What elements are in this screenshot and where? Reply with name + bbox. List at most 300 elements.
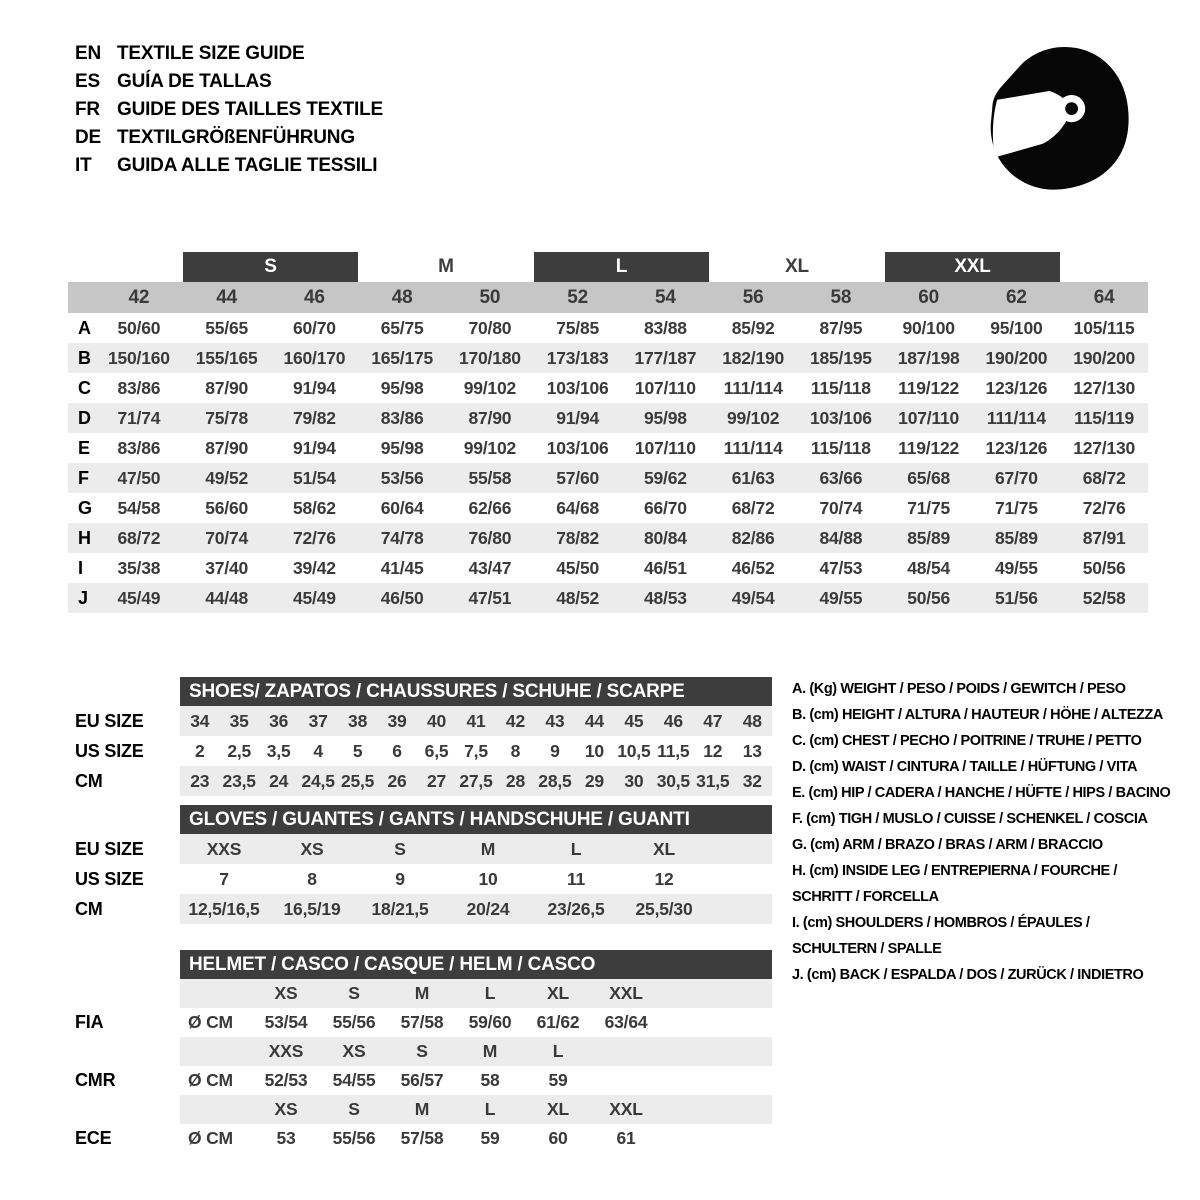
measurement-cell: 119/122 [898, 377, 960, 398]
spacer [75, 979, 175, 1008]
table-row [180, 1008, 772, 1037]
measurement-cell: 177/187 [634, 347, 697, 368]
measurement-cell: 91/94 [556, 407, 600, 428]
size-cell: 2,5 [227, 740, 252, 761]
measurement-cell: 127/130 [1073, 437, 1136, 458]
measurement-cell: 160/170 [283, 347, 346, 368]
size-band-label: M [438, 256, 454, 277]
size-cell: XS [342, 1041, 366, 1061]
size-cell: 13 [742, 740, 762, 761]
legend-item: B. (cm) HEIGHT / ALTURA / HAUTEUR / HÖHE / ALTEZZA [792, 707, 1163, 723]
measurement-cell: 57/60 [556, 467, 600, 488]
row-letter: H [78, 527, 91, 548]
size-cell: 35 [229, 710, 249, 731]
size-cell: 4 [313, 740, 323, 761]
size-cell: 18/21,5 [371, 898, 429, 919]
measurement-cell: 53 [276, 1128, 296, 1148]
size-cell: M [414, 1099, 430, 1119]
size-cell: M [482, 1041, 498, 1061]
unit-cell: Ø CM [188, 1128, 233, 1148]
measurement-cell: 52/58 [1082, 587, 1126, 608]
measurement-cell: 51/56 [994, 587, 1038, 608]
spacer [75, 1095, 175, 1124]
size-cell: 37 [308, 710, 328, 731]
measurement-cell: 83/88 [643, 317, 687, 338]
measurement-cell: 49/55 [994, 557, 1038, 578]
language-code: FR [75, 99, 100, 120]
measurement-cell: 95/98 [380, 377, 424, 398]
measurement-cell: 70/80 [468, 317, 512, 338]
measurement-cell: 60/64 [380, 497, 424, 518]
measurement-cell: 55/58 [468, 467, 512, 488]
table-row [180, 864, 772, 894]
measurement-cell: 111/114 [723, 437, 783, 458]
size-cell: 12 [654, 868, 674, 889]
measurement-cell: 56/57 [400, 1070, 444, 1090]
measurement-cell: 123/126 [985, 437, 1048, 458]
measurement-cell: 83/86 [380, 407, 424, 428]
measurement-cell: 99/102 [463, 437, 517, 458]
table-row [180, 706, 772, 736]
gloves-size-table [180, 834, 772, 924]
size-cell: 24,5 [301, 770, 335, 791]
measurement-cell: 75/85 [556, 317, 600, 338]
size-cell: 30,5 [656, 770, 690, 791]
measurement-cell: 62/66 [468, 497, 512, 518]
measurement-cell: 59 [548, 1070, 568, 1090]
table-row [180, 1066, 772, 1095]
size-cell: 46 [663, 710, 683, 731]
measurement-cell: 99/102 [463, 377, 517, 398]
measurement-cell: 48/52 [556, 587, 600, 608]
row-letter: E [78, 437, 90, 458]
legend-item: F. (cm) TIGH / MUSLO / CUISSE / SCHENKEL / COSCIA [792, 811, 1148, 827]
language-code: IT [75, 155, 92, 176]
table-row [68, 493, 1148, 523]
measurement-cell: 46/51 [643, 557, 687, 578]
racing-helmet-icon [978, 38, 1138, 200]
size-cell: S [394, 838, 406, 859]
measurement-cell: 68/72 [117, 527, 161, 548]
measurement-cell: 59/62 [643, 467, 687, 488]
table-row [68, 343, 1148, 373]
size-cell: L [484, 983, 496, 1003]
measurement-cell: 48/53 [643, 587, 687, 608]
measurement-cell: 76/80 [468, 527, 512, 548]
size-cell: 44 [584, 710, 604, 731]
measurement-cell: 65/75 [380, 317, 424, 338]
size-cell: 3,5 [266, 740, 291, 761]
measurement-cell: 72/76 [1082, 497, 1126, 518]
standard-label: CMR [75, 1070, 116, 1090]
size-cell: 45 [624, 710, 644, 731]
table-row [180, 1095, 772, 1124]
measurement-cell: 87/91 [1082, 527, 1126, 548]
table-row [180, 736, 772, 766]
measurement-cell: 45/49 [117, 587, 161, 608]
measurement-cell: 185/195 [809, 347, 872, 368]
measurement-cell: 123/126 [985, 377, 1048, 398]
measurement-cell: 119/122 [898, 437, 960, 458]
measurement-cell: 49/52 [205, 467, 249, 488]
measurement-cell: 85/89 [907, 527, 951, 548]
size-cell: 8 [307, 868, 317, 889]
size-cell: XS [300, 838, 324, 859]
column-header-cell: 60 [918, 286, 939, 308]
language-title [75, 152, 383, 180]
size-cell: S [348, 983, 360, 1003]
legend-item: E. (cm) HIP / CADERA / HANCHE / HÜFTE / HIPS / BACINO [792, 785, 1171, 801]
size-cell: 2 [194, 740, 205, 761]
measurement-cell: 127/130 [1073, 377, 1136, 398]
gloves-row-labels [75, 834, 175, 924]
measurement-cell: 87/90 [205, 377, 249, 398]
table-row [180, 979, 772, 1008]
column-header-cell: 48 [391, 286, 413, 308]
shoes-row-labels [75, 706, 175, 796]
measurement-cell: 150/160 [107, 347, 170, 368]
size-cell: 7 [219, 868, 229, 889]
language-text: TEXTILE SIZE GUIDE [117, 43, 305, 64]
measurement-cell: 57/58 [400, 1128, 444, 1148]
measurement-cell: 71/74 [117, 407, 161, 428]
measurement-cell: 91/94 [292, 437, 336, 458]
size-cell: M [414, 983, 430, 1003]
measurement-cell: 82/86 [731, 527, 775, 548]
size-band-label: XXL [885, 252, 1061, 282]
measurement-cell: 190/200 [1073, 347, 1136, 368]
table-row [68, 403, 1148, 433]
measurement-cell: 53/54 [264, 1012, 308, 1032]
size-cell: 26 [387, 770, 407, 791]
measurement-cell: 47/50 [117, 467, 161, 488]
measurement-cell: 63/66 [819, 467, 863, 488]
measurement-cell: 90/100 [902, 317, 955, 338]
language-title [75, 68, 383, 96]
measurement-cell: 70/74 [205, 527, 249, 548]
measurement-cell: 165/175 [371, 347, 434, 368]
measurement-cell: 115/118 [810, 377, 871, 398]
column-header-cell: 62 [1006, 286, 1027, 308]
size-cell: 11,5 [657, 740, 690, 761]
column-header-cell: 54 [655, 286, 676, 308]
size-cell: S [416, 1041, 428, 1061]
table-row [68, 583, 1148, 613]
measurement-cell: 115/119 [1074, 407, 1135, 428]
size-cell: 30 [624, 770, 644, 791]
size-cell: 10 [478, 868, 498, 889]
legend-item: I. (cm) SHOULDERS / HOMBROS / ÉPAULES / SCHULTERN / SPALLE [792, 915, 1090, 957]
measurement-cell: 49/54 [731, 587, 775, 608]
measurement-cell: 45/49 [292, 587, 336, 608]
measurement-cell: 39/42 [292, 557, 336, 578]
legend-item: D. (cm) WAIST / CINTURA / TAILLE / HÜFTUNG / VITA [792, 759, 1138, 775]
measurement-cell: 71/75 [994, 497, 1038, 518]
language-title [75, 96, 383, 124]
measurement-cell: 67/70 [994, 467, 1038, 488]
size-band-label: L [534, 252, 710, 282]
row-letter: G [78, 497, 92, 518]
language-code: EN [75, 43, 101, 64]
language-title [75, 40, 383, 68]
table-row [68, 523, 1148, 553]
measurement-cell: 55/56 [332, 1012, 376, 1032]
size-cell: XXL [609, 983, 643, 1003]
legend-item: G. (cm) ARM / BRAZO / BRAS / ARM / BRACCIO [792, 837, 1103, 853]
measurement-cell: 65/68 [907, 467, 951, 488]
size-cell: 48 [742, 710, 762, 731]
table-row [180, 894, 772, 924]
measurement-cell: 85/92 [731, 317, 775, 338]
measurement-cell: 60 [548, 1128, 568, 1148]
size-cell: XL [547, 983, 569, 1003]
size-cell: 20/24 [466, 898, 510, 919]
measurement-cell: 103/106 [546, 437, 609, 458]
size-cell: 34 [190, 710, 210, 731]
language-code: DE [75, 127, 101, 148]
size-cell: 28 [505, 770, 525, 791]
measurement-cell: 54/58 [117, 497, 161, 518]
measurement-cell: 53/56 [380, 467, 424, 488]
column-header-cell: 64 [1093, 286, 1115, 308]
language-title-list [75, 40, 383, 180]
standard-label: ECE [75, 1128, 112, 1148]
measurement-cell: 55/56 [332, 1128, 376, 1148]
helmet-standard-labels [75, 979, 175, 1153]
measurement-cell: 44/48 [205, 587, 249, 608]
measurement-cell: 56/60 [205, 497, 249, 518]
size-cell: XS [274, 983, 298, 1003]
column-header-cell: 56 [742, 286, 764, 308]
measurement-cell: 190/200 [985, 347, 1048, 368]
measurement-cell: 43/47 [468, 557, 512, 578]
measurement-cell: 61/63 [731, 467, 775, 488]
size-cell: 29 [584, 770, 604, 791]
measurement-cell: 115/118 [810, 437, 871, 458]
measurement-cell: 107/110 [634, 377, 696, 398]
measurement-cell: 51/54 [292, 467, 336, 488]
measurement-cell: 54/55 [332, 1070, 376, 1090]
size-cell: 42 [505, 710, 525, 731]
table-row [68, 373, 1148, 403]
measurement-cell: 71/75 [907, 497, 951, 518]
size-cell: XL [653, 838, 675, 859]
measurement-legend [792, 676, 1172, 988]
row-letter: D [78, 407, 91, 428]
shoes-section-header: SHOES/ ZAPATOS / CHAUSSURES / SCHUHE / SCARPE [180, 677, 772, 706]
language-text: GUÍA DE TALLAS [117, 71, 272, 92]
measurement-cell: 48/54 [907, 557, 951, 578]
row-label: CM [75, 771, 103, 791]
size-cell: 28,5 [538, 770, 572, 791]
size-cell: XXS [268, 1041, 304, 1061]
size-cell: 12,5/16,5 [188, 898, 260, 919]
measurement-cell: 95/100 [990, 317, 1043, 338]
row-letter: I [78, 557, 83, 578]
language-text: GUIDE DES TAILLES TEXTILE [117, 99, 383, 120]
measurement-cell: 75/78 [205, 407, 249, 428]
textile-size-band [68, 252, 1148, 282]
measurement-cell: 155/165 [195, 347, 258, 368]
table-row [68, 433, 1148, 463]
measurement-cell: 107/110 [634, 437, 696, 458]
size-cell: 32 [742, 770, 762, 791]
size-band-label: XL [785, 256, 809, 277]
measurement-cell: 105/115 [1073, 317, 1135, 338]
size-cell: 38 [348, 710, 368, 731]
measurement-cell: 74/78 [380, 527, 424, 548]
size-cell: L [552, 1041, 564, 1061]
size-cell: XS [274, 1099, 298, 1119]
column-header-cell: 46 [304, 286, 325, 308]
size-cell: 23/26,5 [547, 898, 605, 919]
visor-pivot-inner [1065, 102, 1078, 115]
column-header-cell: 58 [830, 286, 852, 308]
measurement-cell: 58 [480, 1070, 500, 1090]
table-row [68, 553, 1148, 583]
legend-item: A. (Kg) WEIGHT / PESO / POIDS / GEWITCH / PESO [792, 681, 1126, 697]
measurement-cell: 87/95 [819, 317, 863, 338]
size-cell: 43 [545, 710, 565, 731]
measurement-cell: 37/40 [205, 557, 249, 578]
helmet-size-table [180, 979, 772, 1153]
textile-measurement-rows [68, 313, 1148, 613]
size-cell: XXS [206, 838, 242, 859]
measurement-cell: 41/45 [380, 557, 424, 578]
table-row [180, 766, 772, 796]
measurement-cell: 57/58 [400, 1012, 444, 1032]
measurement-cell: 58/62 [292, 497, 336, 518]
measurement-cell: 61 [616, 1128, 636, 1148]
measurement-cell: 103/106 [809, 407, 872, 428]
measurement-cell: 91/94 [292, 377, 336, 398]
measurement-cell: 49/55 [819, 587, 863, 608]
shoes-size-table [180, 706, 772, 796]
measurement-cell: 80/84 [643, 527, 687, 548]
gloves-section-header: GLOVES / GUANTES / GANTS / HANDSCHUHE / GUANTI [180, 805, 772, 834]
unit-cell: Ø CM [188, 1070, 233, 1090]
measurement-cell: 70/74 [819, 497, 863, 518]
size-cell: 8 [510, 740, 521, 761]
size-cell: 11 [566, 868, 586, 889]
measurement-cell: 83/86 [117, 377, 161, 398]
standard-label: FIA [75, 1012, 104, 1032]
size-band-label: S [183, 252, 359, 282]
measurement-cell: 35/38 [117, 557, 161, 578]
row-label: CM [75, 899, 103, 919]
measurement-cell: 78/82 [556, 527, 600, 548]
size-cell: 9 [550, 740, 560, 761]
size-cell: 23,5 [222, 770, 256, 791]
size-cell: 41 [466, 710, 486, 731]
measurement-cell: 47/51 [468, 587, 512, 608]
measurement-cell: 61/62 [536, 1012, 580, 1032]
size-cell: 27,5 [459, 770, 493, 791]
measurement-cell: 68/72 [1082, 467, 1126, 488]
measurement-cell: 50/56 [907, 587, 951, 608]
measurement-cell: 170/180 [458, 347, 521, 368]
size-cell: L [484, 1099, 496, 1119]
measurement-cell: 111/114 [723, 377, 783, 398]
size-cell: 25,5 [340, 770, 375, 791]
measurement-cell: 46/52 [731, 557, 775, 578]
size-cell: 36 [269, 710, 289, 731]
measurement-cell: 95/98 [380, 437, 424, 458]
row-label: US SIZE [75, 741, 144, 761]
measurement-cell: 60/70 [292, 317, 336, 338]
measurement-cell: 85/89 [994, 527, 1038, 548]
legend-item: H. (cm) INSIDE LEG / ENTREPIERNA / FOURCHE / SCHRITT / FORCELLA [792, 863, 1118, 905]
measurement-cell: 103/106 [546, 377, 609, 398]
measurement-cell: 64/68 [556, 497, 600, 518]
spacer [75, 1037, 175, 1066]
language-text: TEXTILGRÖßENFÜHRUNG [117, 127, 355, 148]
legend-item: C. (cm) CHEST / PECHO / POITRINE / TRUHE / PETTO [792, 733, 1142, 749]
size-cell: S [348, 1099, 360, 1119]
measurement-cell: 50/60 [117, 317, 161, 338]
measurement-cell: 59 [480, 1128, 500, 1148]
row-label: US SIZE [75, 869, 144, 889]
column-header-cell: 52 [567, 286, 588, 308]
column-header-cell: 50 [479, 286, 501, 308]
size-cell: L [570, 838, 582, 859]
size-cell: 40 [426, 710, 447, 731]
row-label: EU SIZE [75, 839, 144, 859]
table-row [68, 463, 1148, 493]
size-cell: 25,5/30 [635, 898, 693, 919]
measurement-cell: 55/65 [205, 317, 249, 338]
measurement-cell: 66/70 [643, 497, 687, 518]
size-cell: 31,5 [696, 770, 730, 791]
measurement-cell: 52/53 [264, 1070, 308, 1090]
row-letter: A [78, 317, 91, 338]
size-cell: 23 [190, 770, 210, 791]
table-row [180, 1037, 772, 1066]
measurement-cell: 87/90 [468, 407, 512, 428]
size-cell: M [480, 838, 496, 859]
row-letter: F [78, 467, 89, 488]
size-cell: 6,5 [424, 740, 449, 761]
size-cell: 12 [703, 740, 723, 761]
size-cell: 7,5 [464, 740, 488, 761]
size-cell: XL [547, 1099, 569, 1119]
size-cell: 6 [392, 740, 402, 761]
size-cell: 9 [395, 868, 405, 889]
column-header-cell: 44 [216, 286, 237, 308]
language-title [75, 124, 383, 152]
language-code: ES [75, 71, 100, 92]
row-label: EU SIZE [75, 711, 144, 731]
measurement-cell: 107/110 [898, 407, 960, 428]
measurement-cell: 79/82 [292, 407, 336, 428]
textile-number-header [68, 282, 1148, 313]
row-letter: C [78, 377, 91, 398]
measurement-cell: 99/102 [726, 407, 780, 428]
measurement-cell: 63/64 [604, 1012, 648, 1032]
measurement-cell: 95/98 [643, 407, 687, 428]
size-cell: 16,5/19 [283, 898, 341, 919]
measurement-cell: 72/76 [292, 527, 336, 548]
measurement-cell: 45/50 [556, 557, 600, 578]
table-row [180, 834, 772, 864]
measurement-cell: 50/56 [1082, 557, 1126, 578]
legend-item: J. (cm) BACK / ESPALDA / DOS / ZURÜCK / INDIETRO [792, 967, 1144, 983]
size-cell: 39 [387, 710, 407, 731]
measurement-cell: 83/86 [117, 437, 161, 458]
row-letter: J [78, 587, 88, 608]
size-cell: XXL [609, 1099, 643, 1119]
measurement-cell: 46/50 [380, 587, 424, 608]
